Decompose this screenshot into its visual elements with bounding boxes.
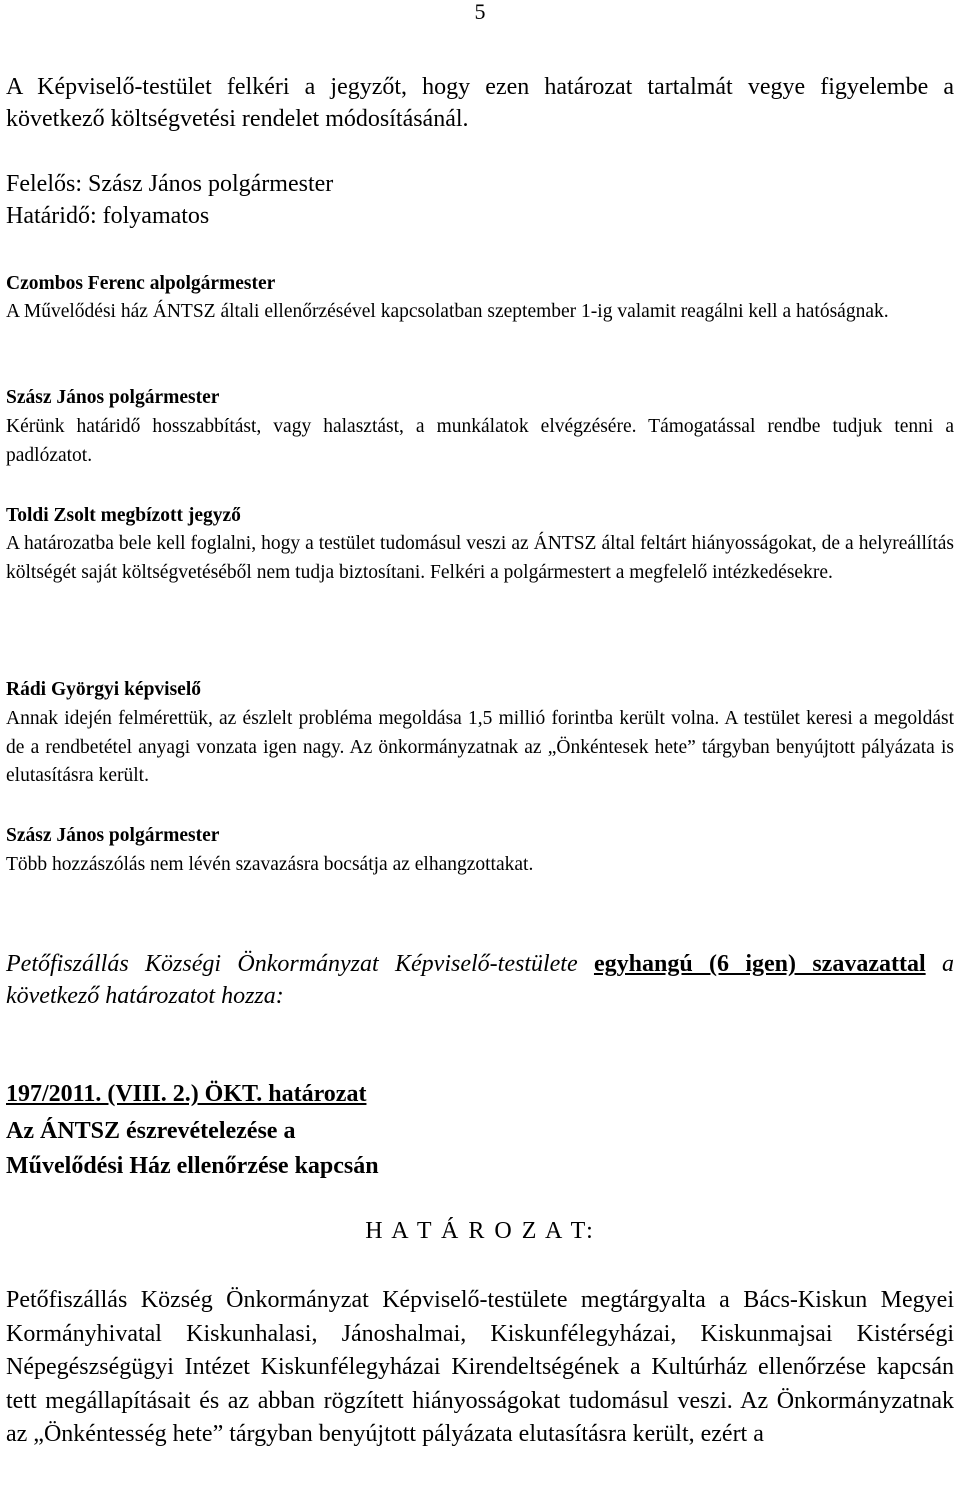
speaker-radi: Rádi Györgyi képviselő xyxy=(6,679,202,700)
resolution-number-text: 197/2011. (VIII. 2.) ÖKT. határozat xyxy=(6,1081,367,1107)
vote-text-2: a következő határozatot hozza: xyxy=(6,951,954,1009)
speech-toldi: A határozatba bele kell foglalni, hogy a testület tudomásul veszi az ÁNTSZ által feltárt hiányosságokat, de a helyreállítás költségét saját költségvetéséből nem tudja biztosítani. Felkéri a polgármestert a megfelelő intézkedésekre. xyxy=(6,533,954,583)
vote-text-1: Petőfiszállás Községi Önkormányzat Képviselő-testülete xyxy=(6,951,594,977)
speech-radi: Annak idején felmérettük, az észlelt probléma megoldása 1,5 millió forintba került volna. A testület keresi a megoldást de a rendbetétel anyagi vonzata igen nagy. Az önkormányzatnak az „Önkéntesek hete” tárgyban benyújtott pályázata is elutasításra került. xyxy=(6,708,954,786)
speech-czombos: A Művelődési ház ÁNTSZ általi ellenőrzésével kapcsolatban szeptember 1-ig valamit reagálni kell a hatóságnak. xyxy=(6,301,889,322)
speaker-toldi: Toldi Zsolt megbízott jegyző xyxy=(6,505,241,526)
speaker-czombos: Czombos Ferenc alpolgármester xyxy=(6,273,276,294)
speaker-szasz-1: Szász János polgármester xyxy=(6,387,220,408)
vote-result: egyhangú (6 igen) szavazattal xyxy=(593,951,926,977)
speech-szasz-2: Több hozzászólás nem lévén szavazásra bocsátja az elhangzottakat. xyxy=(6,854,534,875)
page-number: 5 xyxy=(474,0,486,24)
responsible-line: Felelős: Szász János polgármester xyxy=(6,171,334,197)
speech-szasz-1: Kérünk határidő hosszabbítást, vagy halasztást, a munkálatok elvégzésére. Támogatással rendbe tudjuk tenni a padlózatot. xyxy=(6,416,954,466)
speaker-szasz-2: Szász János polgármester xyxy=(6,825,220,846)
resolution-number xyxy=(6,1078,954,1110)
resolution-title-1: Az ÁNTSZ észrevételezése a xyxy=(6,1118,296,1144)
resolution-body: Petőfiszállás Község Önkormányzat Képviselő-testülete megtárgyalta a Bács-Kiskun Megyei Kormányhivatal Kiskunhalasi, Jánoshalmai, Kiskunfélegyházai, Kiskunmajsai Kistérségi Népegészségügyi Intézet Kiskunfélegyházai Kirendeltségének a Kultúrház ellenőrzése kapcsán tett megállapításait és az abban rögzített hiányosságokat tudomásul veszi. Az Önkormányzatnak az „Önkéntesség hete” tárgyban benyújtott pályázata elutasításra került, ezért a xyxy=(6,1287,954,1447)
resolution-title-2: Művelődési Ház ellenőrzése kapcsán xyxy=(6,1153,379,1179)
paragraph-request: A Képviselő-testület felkéri a jegyzőt, hogy ezen határozat tartalmát vegye figyelembe a következő költségvetési rendelet módosításánál. xyxy=(6,74,954,132)
vote-statement xyxy=(6,948,954,1012)
deadline-line: Határidő: folyamatos xyxy=(6,203,210,229)
resolution-heading: H A T Á R O Z A T: xyxy=(365,1218,595,1244)
